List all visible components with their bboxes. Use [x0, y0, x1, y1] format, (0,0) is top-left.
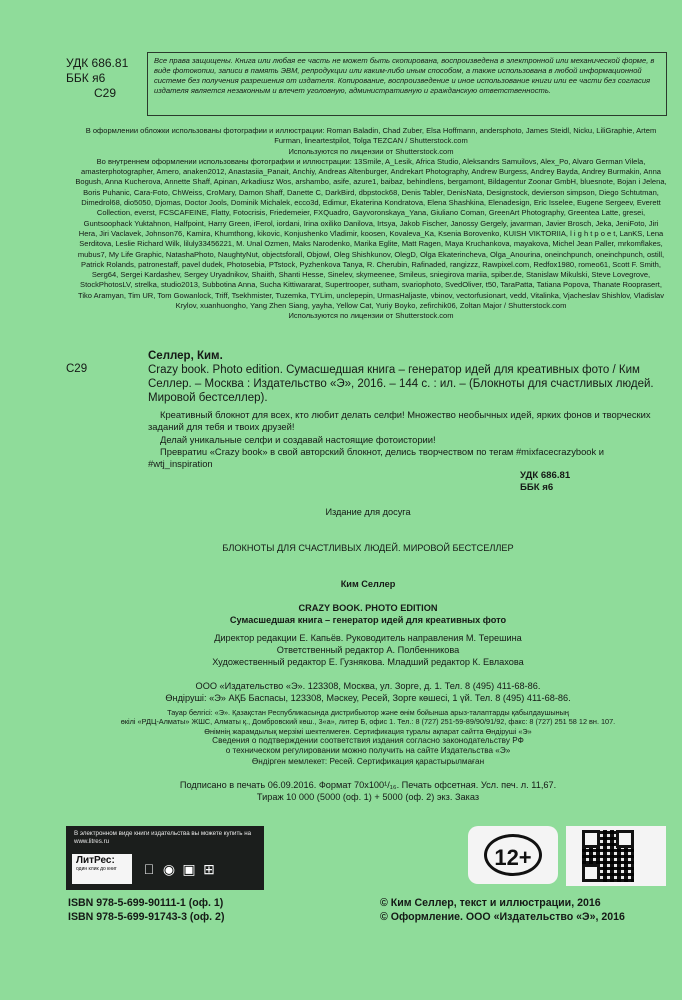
windows-icon: ⊞: [203, 861, 215, 877]
isbn-line: ISBN 978-5-699-91743-3 (оф. 2): [68, 911, 225, 923]
print-info: Подписано в печать 06.09.2016. Формат 70x100¹/₁₆. Печать офсетная. Усл. печ. л. 11,67.: [179, 780, 557, 791]
bbk-code: ББК я6: [66, 71, 106, 85]
copyright-line: © Оформление. ООО «Издательство «Э», 2016: [380, 911, 625, 923]
imprint-subtitle: Сумасшедшая книга – генератор идей для креативных фото: [229, 615, 507, 625]
record-description: Crazy book. Photo edition. Сумасшедшая книга – генератор идей для креативных фото / Ким Селлер. – Москва : Издательство «Э», 2016. – 144 с. : ил. – (Блокноты для счастливых людей. Мировой бестселлер).: [148, 364, 654, 404]
series-name: БЛОКНОТЫ ДЛЯ СЧАСТЛИВЫХ ЛЮДЕЙ. МИРОВОЙ БЕСТСЕЛЛЕР: [222, 543, 514, 553]
imprint: [66, 506, 670, 803]
kz-distributor: өкілі «РДЦ-Алматы» ЖШС, Алматы қ., Домбровский көш., 3«а», литер Б, офис 1. Тел.: 8 (727) 251-59-89/90/91/92, факс: 8 (727) 251 58 12 вн. 107.: [120, 717, 616, 727]
promo-text: В электронном виде книги издательства вы можете купить на www.litres.ru: [74, 830, 252, 845]
imprint-title: CRAZY BOOK. PHOTO EDITION: [298, 603, 438, 613]
print-run: Тираж 10 000 (5000 (оф. 1) + 5000 (оф. 2) экз. Заказ: [256, 792, 480, 803]
qr-code: [566, 826, 666, 886]
udk-right-block: [520, 470, 570, 494]
certification-line: Өндірген мемлекет: Ресей. Сертификация қарастырылмаған: [251, 756, 485, 766]
annotation: [66, 409, 670, 470]
annotation-line: Делай уникальные селфи и создавай настоящие фотоистории!: [160, 433, 436, 445]
rights-notice: Все права защищены. Книга или любая ее часть не может быть скопирована, воспроизведена в электронной или механической форме, в виде фотокопии, записи в память ЭВМ, репродукции или каким-либо иным способом, а также использована в любой информационной системе без получения разрешения от издателя. Копирование, воспроизведение и иное использование книги или ее части без согласия издателя является незаконным и влечет уголовную, административную и гражданскую ответственность.: [147, 52, 667, 116]
edition-type: Издание для досуга: [325, 507, 411, 517]
staff-line: Ответственный редактор А. Полбенникова: [276, 645, 460, 655]
age-rating-badge: 12+: [484, 834, 542, 876]
photo-credits: [74, 126, 668, 322]
record-author: Селлер, Ким.: [148, 350, 223, 362]
record-code: С29: [66, 363, 88, 375]
staff-line: Директор редакции Е. Капьёв. Руководитель направления М. Терешина: [214, 633, 522, 643]
bibliographic-record: [66, 350, 670, 470]
cover-credits: В оформлении обложки использованы фотографии и иллюстрации: Roman Baladin, Chad Zuber, Elsa Hoffmann, andersphoto, James Steidl, Nicku, LiliGraphie, Artem Furman, lineartestpilot, Tolga TEZCAN / Shutterstock.com: [85, 126, 657, 146]
copyright-line: © Ким Селлер, текст и иллюстрации, 2016: [380, 897, 601, 909]
certification-line: о техническом регулировании можно получить на сайте Издательства «Э»: [225, 746, 511, 756]
author-mark: С29: [94, 86, 117, 100]
udk-block: [66, 56, 146, 101]
certification-line: Сведения о подтверждении соответствия издания согласно законодательству РФ: [212, 735, 524, 745]
litres-promo: [66, 826, 264, 890]
license-note: Используются по лицензии от Shutterstock.com: [288, 146, 454, 156]
license-note: Используются по лицензии от Shutterstock.com: [288, 311, 454, 321]
interior-credits: Во внутреннем оформлении использованы фотографии и иллюстрации: 13Smile, A_Lesik, Africa Studio, Aleksandrs Samuilovs, Alex_Po, Alvaro German Vilela, amasterphotographer, Amero, anaken2012, Anastasiia_Panait, Anchiy, Andreas Altenburger, Andrekart Photography, Andrew Burgess, Andrey Bayda, Andrey Burmakin, Anna Bogush, Anna Kucherova, Annette Shaff, Apinan, Arkadiusz Wos, arshambo, asife, azure1, baibaz, behindlens, bergamont, Bildagentur Zoonar GmbH, bluesnote, Bojan i Jelena, Boris Puhanic, Cara-Foto, ChWeiss, CroMary, Damon Shaff, Danette C, DarkBird, dbpstock68, Denis Tabler, DenisNata, Designstock, devierson simpson, Diego Schtutman, Dimedrol68, dio5050, Djomas, Doctor Jools, Dominik Michalek, ecco3d, Edimur, Ekaterina Kondratova, Elena Shashkina, Elenadesign, Eric Isselee, Eugene Sergeev, Everett Collection, everst, FCSCAFEINE, Flatty, Fotocrisis, Friedemeier, FXQuadro, Gayvoronskaya_Yana, Giuliano Coman, GreenArt Photography, Greentea Latte, gresei, Guntsoophack Yuktahnon, Halfpoint, Harry Green, iFerol, iordani, Irina oxiliko Danilova, Irtsya, Jakob Fischer, Janossy Gergely, javarman, Javier Brosch, Jeka, JeniFoto, Jiri Hera, Jiri Vaclavek, Johnson76, Kamira, Khumthong, kikovic, Konjushenko Vladimir, koosen, Kovaleva_Ka, Ksenia Borovenko, KUISH VIKTORIIA, l i g h t p o e t, LanKS, Lena Serditova, Leslie Richard Wilk, liluly33456221, M. Unal Ozmen, Maks Narodenko, Marika Eglite, Matt Ragen, Maya Kruchankova, mayakova, Michel Jean Paller, mrkomflakes, mubus7, My Life Graphic, NatashaPhoto, NaughtyNut, objectsforall, Objowl, Oleg Shishkunov, OlegD, Olga Ekaterincheva, Olga_Anourina, oneinchpunch, oneinchpunch, ostill, Patrick Rolands, patronestaff, pavel dudek, Photosebia, PTstock, Pyzhenkova Tanya, R. Cherubin, Rafinaded, rangizzz, Rawpixel.com, Redfox1980, romeo61, Scott F. Smith, Serg64, Sergei Kardashev, Sergey Uryadnikov, Shaiith, Shanti Hesse, Sinelev, skymeenee, Smileus, sniegirova mariia, spiber.de, Stanislaw Mikulski, Steve Lovegrove, StockPhotosLV, strelka, studio2013, Subbotina Anna, Sucha Kittiwararat, Supertrooper, sutham, svariophoto, SvedOliver, t50, TaraPatta, Tatiana Popova, Thanate Rooprasert, Tiko Aramyan, Tim UR, Tom Gowanlock, Triff, Tsekhmister, Tuzemka, TYLim, unclepepin, UrmasHaljaste, vbinov, vectorfusionart, vedd, Vitalinka, Vjacheslav Shishlov, Vladislav Krylov, xuanhuongho, Yang Zhen Siang, yayha, Yellow Cat, Yuriy Boyko, zefirchik06, Zoltan Major / Shutterstock.com: [75, 156, 667, 311]
kz-distributor: Өнімнің жарамдылық мерзімі шектелмеген. Сертификация туралы ақпарат сайтта Өндіруші «Э»: [204, 726, 532, 736]
isbn-line: ISBN 978-5-699-90111-1 (оф. 1): [68, 897, 224, 909]
apple-icon: [142, 860, 156, 878]
publisher-address-kz: Өндіруші: «Э» АҚБ Баспасы, 123308, Мәскеу, Ресей, Зорге көшесі, 1 үй. Тел. 8 (495) 411-68-86.: [165, 693, 571, 703]
annotation-line: Креативный блокнот для всех, кто любит делать селфи! Множество необычных идей, ярких фонов и творческих заданий для тебя и твоих друзей!: [148, 409, 651, 433]
udk-code: УДК 686.81: [66, 56, 129, 70]
android-icon: ◉: [162, 861, 176, 877]
isbn-block: [68, 896, 224, 924]
age-rating-sign: [468, 826, 558, 884]
bbk-code: ББК я6: [520, 482, 554, 493]
imprint-author: Ким Селлер: [340, 579, 396, 589]
udk-code: УДК 686.81: [520, 470, 571, 481]
kz-distributor: Тауар белгісі: «Э». Қазақстан Республикасында дистрибьютор және өнім бойынша арыз-талаптарды қабылдаушының: [167, 708, 569, 717]
copyright-block: [380, 896, 625, 924]
litres-logo: ЛитРес: один клик до книг: [72, 854, 132, 884]
windows-phone-icon: ▣: [182, 861, 196, 877]
annotation-line: Превратиu «Crazy book» в свой авторский блокнот, делись творчеством по тегам #mixfacecrazybook и #wtj_inspiration: [148, 445, 605, 470]
publisher-address: ООО «Издательство «Э». 123308, Москва, ул. Зорге, д. 1. Тел. 8 (495) 411-68-86.: [195, 681, 541, 691]
staff-line: Художественный редактор Е. Гузнякова. Младший редактор К. Евлахова: [212, 657, 524, 667]
